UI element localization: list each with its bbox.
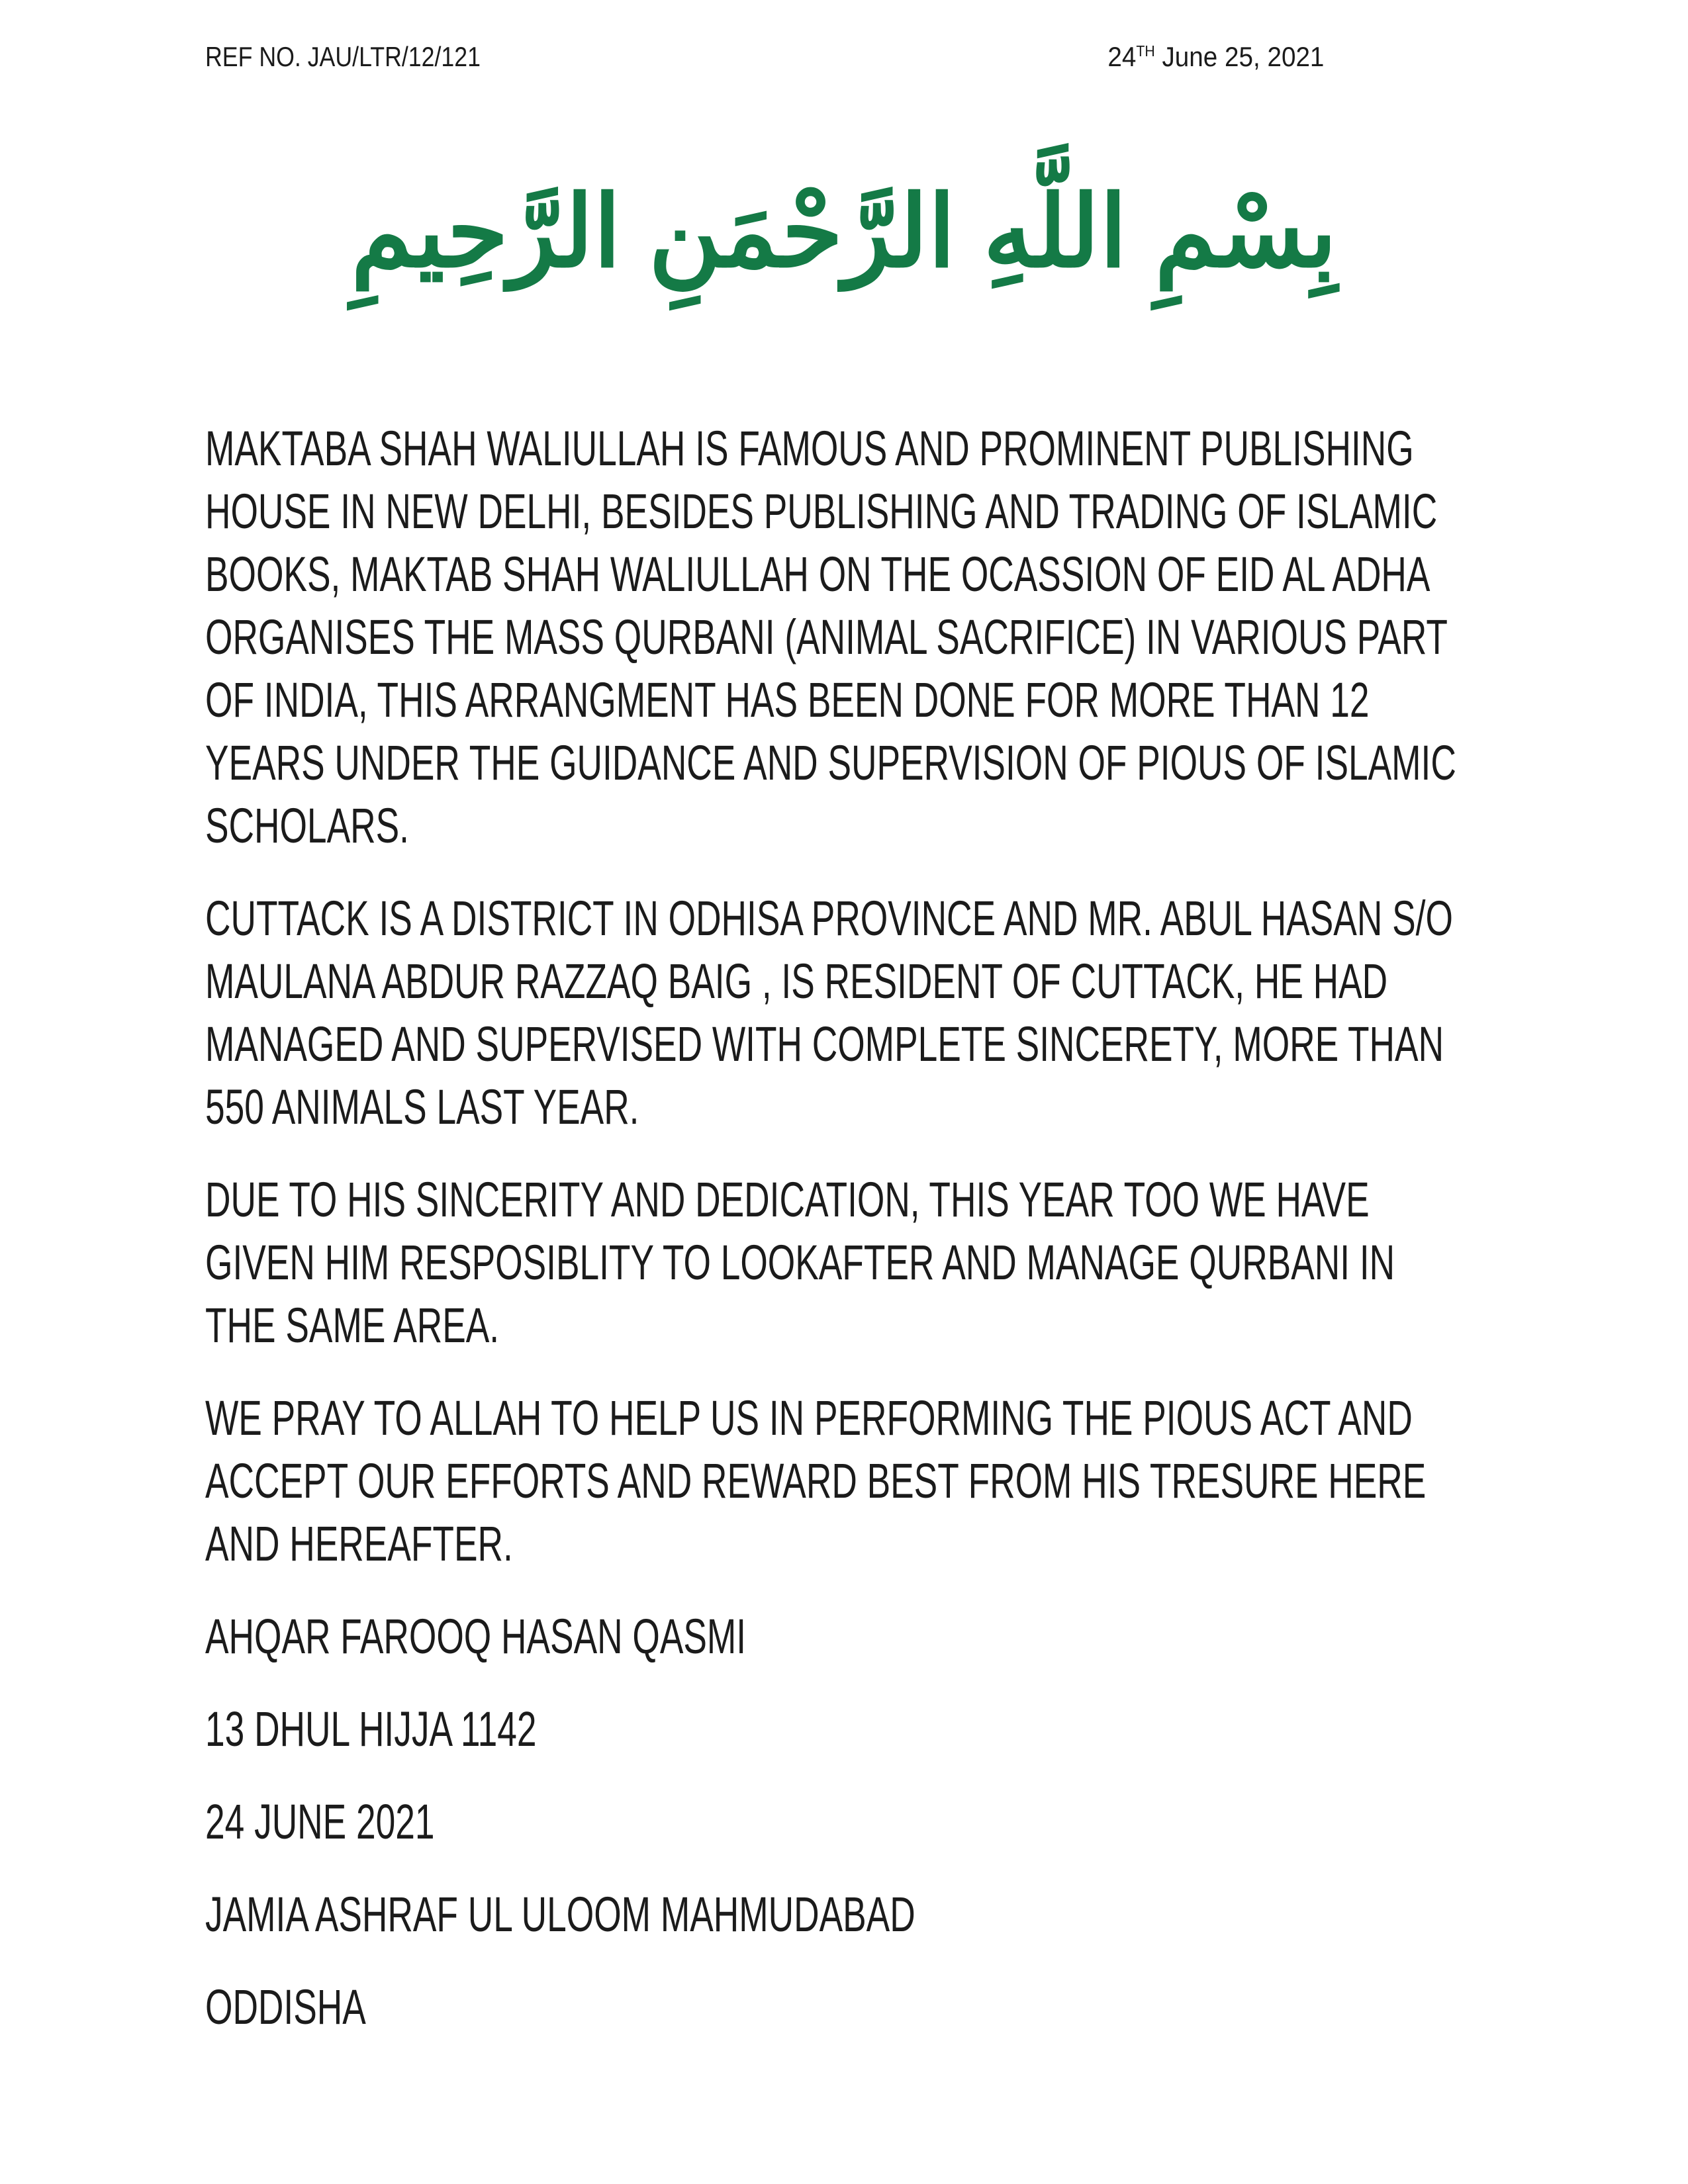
body-line: YEARS UNDER THE GUIDANCE AND SUPERVISION OF PIOUS OF ISLAMIC [205, 735, 1456, 790]
body-line: MANAGED AND SUPERVISED WITH COMPLETE SINCERETY, MORE THAN [205, 1017, 1444, 1071]
body-line: MAULANA ABDUR RAZZAQ BAIG , IS RESIDENT OF CUTTACK, HE HAD [205, 954, 1388, 1009]
body-line: SCHOLARS. [205, 798, 409, 853]
body-line: THE SAME AREA. [205, 1298, 500, 1353]
body-line: WE PRAY TO ALLAH TO HELP US IN PERFORMING THE PIOUS ACT AND [205, 1390, 1413, 1445]
body-line: ACCEPT OUR EFFORTS AND REWARD BEST FROM HIS TRESURE HERE [205, 1453, 1427, 1508]
body-line: BOOKS, MAKTAB SHAH WALIULLAH ON THE OCASSION OF EID AL ADHA [205, 547, 1430, 602]
date-day: 24 [1107, 41, 1136, 72]
bismillah-calligraphy: بِسْمِ اللَّهِ الرَّحْمَنِ الرَّحِيمِ [351, 176, 1337, 287]
letter-header [0, 0, 1688, 73]
signature-line: ODDISHA [205, 1979, 366, 2034]
letter-body [205, 417, 1556, 1575]
body-line: DUE TO HIS SINCERITY AND DEDICATION, THIS YEAR TOO WE HAVE [205, 1172, 1370, 1227]
body-line: ORGANISES THE MASS QURBANI (ANIMAL SACRIFICE) IN VARIOUS PART [205, 610, 1448, 664]
date-rest: June 25, 2021 [1154, 41, 1324, 72]
paragraph-1 [205, 417, 1556, 857]
paragraph-2 [205, 887, 1556, 1138]
body-line: 550 ANIMALS LAST YEAR. [205, 1079, 639, 1134]
calligraphy-container [0, 99, 1688, 364]
paragraph-3 [205, 1168, 1556, 1357]
signature-block [205, 1605, 1556, 2038]
reference-number: REF NO. JAU/LTR/12/121 [205, 41, 481, 72]
body-line: CUTTACK IS A DISTRICT IN ODHISA PROVINCE AND MR. ABUL HASAN S/O [205, 891, 1453, 946]
body-line: MAKTABA SHAH WALIULLAH IS FAMOUS AND PROMINENT PUBLISHING [205, 421, 1414, 476]
signature-line: 24 JUNE 2021 [205, 1794, 435, 1849]
signature-line: JAMIA ASHRAF UL ULOOM MAHMUDABAD [205, 1887, 915, 1942]
body-line: AND HEREAFTER. [205, 1516, 513, 1571]
letter-date [1107, 41, 1324, 73]
body-line: OF INDIA, THIS ARRANGMENT HAS BEEN DONE FOR MORE THAN 12 [205, 672, 1370, 727]
paragraph-4 [205, 1387, 1556, 1575]
body-line: HOUSE IN NEW DELHI, BESIDES PUBLISHING AND TRADING OF ISLAMIC [205, 484, 1438, 539]
date-ordinal-suffix: TH [1135, 42, 1155, 60]
body-line: GIVEN HIM RESPOSIBLITY TO LOOKAFTER AND MANAGE QURBANI IN [205, 1235, 1395, 1290]
signature-line: 13 DHUL HIJJA 1142 [205, 1702, 537, 1756]
signature-line: AHQAR FAROOQ HASAN QASMI [205, 1609, 747, 1664]
